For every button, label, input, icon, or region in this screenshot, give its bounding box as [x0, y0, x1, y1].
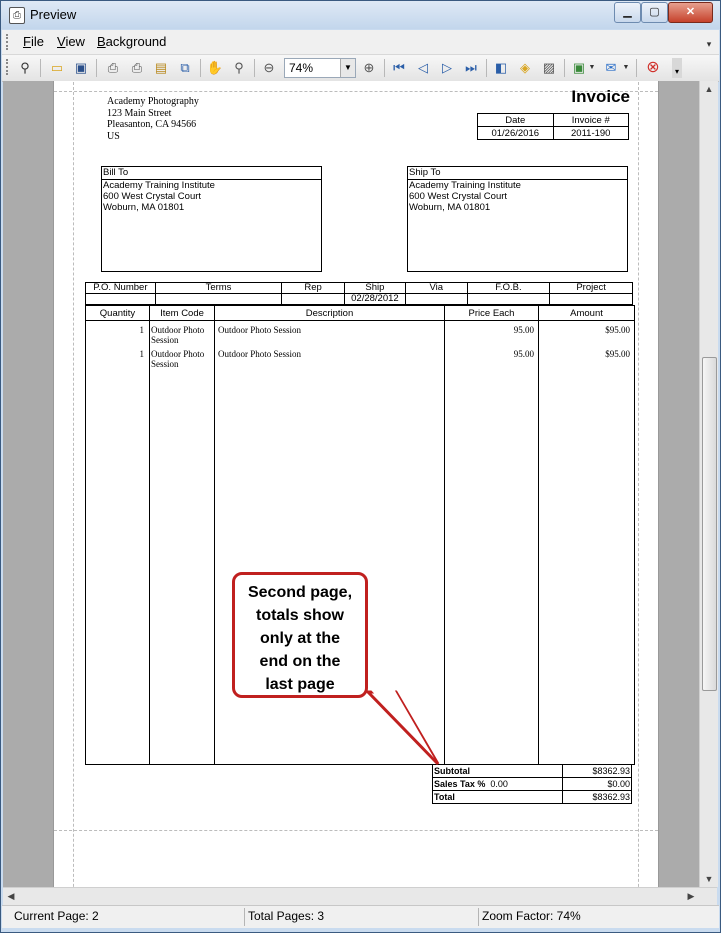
item-price: 95.00 — [513, 325, 534, 335]
print-setup-icon[interactable]: ⎙ — [107, 60, 119, 75]
callout-line: Second page, — [247, 584, 353, 601]
item-code: Outdoor Photo Session — [151, 349, 205, 369]
terms-header: Terms — [155, 283, 281, 294]
status-total-pages: Total Pages: 3 — [248, 909, 325, 923]
company-country: US — [107, 130, 120, 142]
ship-to-line: 600 West Crystal Court — [409, 191, 508, 202]
zoom-out-icon[interactable]: ⊖ — [263, 60, 275, 75]
background-color-icon[interactable]: ◈ — [520, 60, 530, 75]
find-icon[interactable]: ⚲ — [20, 60, 30, 75]
bill-to-box — [101, 166, 322, 272]
print-icon[interactable]: ⎙ — [131, 60, 143, 75]
terms-value — [467, 294, 550, 305]
terms-value: 02/28/2012 — [344, 294, 405, 305]
toolbar-separator — [40, 59, 41, 77]
toolbar-separator — [254, 59, 255, 77]
zoom-combobox[interactable] — [284, 58, 356, 78]
save-icon[interactable]: ▣ — [74, 60, 88, 75]
terms-value — [550, 294, 633, 305]
date-invoice-box — [477, 113, 629, 140]
status-current-page: Current Page: 2 — [14, 909, 99, 923]
column-divider — [149, 306, 150, 764]
toolbar-separator — [200, 59, 201, 77]
total-value: $8362.93 — [563, 791, 632, 804]
margin-guide — [54, 830, 658, 831]
vertical-scroll-thumb[interactable] — [702, 357, 717, 691]
toolbar-separator — [564, 59, 565, 77]
edit-page-icon[interactable]: ◧ — [494, 60, 508, 75]
terms-value — [405, 294, 467, 305]
page-setup-icon[interactable]: ▤ — [154, 60, 168, 75]
previous-page-icon[interactable]: ◁ — [418, 60, 428, 75]
scroll-down-icon[interactable]: ▼ — [704, 874, 714, 884]
bill-to-line: Woburn, MA 01801 — [103, 202, 185, 213]
column-header-price-each: Price Each — [468, 308, 515, 319]
column-header-amount: Amount — [570, 308, 603, 319]
item-amount: $95.00 — [605, 349, 630, 359]
toolbar-separator — [486, 59, 487, 77]
sales-tax-label: Sales Tax % — [434, 779, 486, 789]
horizontal-scrollbar[interactable] — [3, 887, 717, 905]
ship-to-box — [407, 166, 628, 272]
zoom-value: 74% — [289, 61, 314, 75]
status-divider — [478, 908, 479, 926]
terms-value — [155, 294, 281, 305]
invoice-title: Invoice — [571, 87, 630, 106]
callout-pointer-shape — [368, 692, 438, 764]
menu-background[interactable]: Background — [97, 34, 167, 49]
scroll-left-icon[interactable]: ◀ — [7, 891, 15, 901]
last-page-icon[interactable]: ⏭ — [465, 60, 477, 75]
terms-header: Ship — [344, 283, 405, 294]
terms-value — [86, 294, 156, 305]
scroll-up-icon[interactable]: ▲ — [704, 84, 714, 94]
company-city: Pleasanton, CA 94566 — [107, 119, 197, 130]
company-address — [107, 96, 199, 142]
status-bar — [2, 905, 719, 928]
toolbar-overflow-icon[interactable]: ▾ — [672, 58, 682, 78]
scroll-right-icon[interactable]: ▶ — [687, 891, 695, 901]
item-price: 95.00 — [513, 349, 534, 359]
item-quantity: 1 — [139, 325, 144, 335]
invoice-number-label: Invoice # — [553, 114, 629, 127]
status-zoom-factor: Zoom Factor: 74% — [482, 909, 581, 923]
callout-line: last page — [265, 676, 335, 693]
chevron-down-icon[interactable]: ▼ — [622, 64, 630, 71]
preview-app-icon: ⎙ — [9, 7, 25, 24]
title-bar — [1, 1, 720, 29]
annotation-callout — [232, 572, 368, 698]
minimize-button[interactable]: ▁ — [614, 2, 641, 23]
company-street: 123 Main Street — [107, 107, 172, 119]
menu-view[interactable]: View — [57, 34, 85, 49]
company-name: Academy Photography — [107, 96, 199, 107]
margin-guide — [54, 91, 658, 92]
invoice-page — [53, 81, 659, 887]
column-header-description: Description — [305, 308, 354, 319]
toolbar — [2, 55, 719, 82]
terms-value — [282, 294, 345, 305]
invoice-number: 2011-190 — [553, 127, 629, 140]
first-page-icon[interactable]: ⏮ — [393, 60, 405, 75]
hand-tool-icon[interactable]: ✋ — [206, 60, 224, 75]
close-preview-icon[interactable]: ⊗ — [646, 59, 660, 76]
sales-tax-rate: 0.00 — [490, 779, 508, 789]
terms-header: F.O.B. — [467, 283, 550, 294]
toolbar-separator — [384, 59, 385, 77]
totals-table — [432, 764, 632, 804]
watermark-icon[interactable]: ▨ — [542, 60, 556, 75]
subtotal-value: $8362.93 — [563, 765, 632, 778]
item-amount: $95.00 — [605, 325, 630, 335]
window-title: Preview — [30, 7, 77, 22]
column-header-quantity: Quantity — [99, 308, 136, 319]
sales-tax-cell — [433, 778, 563, 791]
terms-header: Via — [405, 283, 467, 294]
vertical-scrollbar[interactable] — [699, 81, 718, 887]
toolbar-separator — [96, 59, 97, 77]
terms-header: Project — [550, 283, 633, 294]
date-label: Date — [478, 114, 554, 127]
terms-header: P.O. Number — [86, 283, 156, 294]
subtotal-label: Subtotal — [433, 765, 563, 778]
toolbar-grip[interactable] — [6, 59, 11, 75]
toolbar-separator — [636, 59, 637, 77]
ship-to-line: Academy Training Institute — [409, 180, 521, 191]
open-icon[interactable]: ▭ — [50, 60, 64, 75]
save-dropdown-icon[interactable]: ▣ — [572, 60, 586, 75]
close-button[interactable]: ✕ — [668, 2, 713, 23]
chevron-down-icon[interactable]: ▼ — [588, 64, 596, 71]
export-icon[interactable]: ⧉ — [180, 60, 190, 75]
bill-to-line: 600 West Crystal Court — [103, 191, 202, 202]
callout-line: end on the — [259, 653, 341, 670]
bill-to-label: Bill To — [102, 167, 321, 180]
maximize-button[interactable]: ▢ — [641, 2, 668, 23]
magnifier-icon[interactable]: ⚲ — [234, 60, 244, 75]
chevron-down-icon[interactable]: ▼ — [340, 59, 355, 77]
item-quantity: 1 — [139, 349, 144, 359]
ship-to-label: Ship To — [408, 167, 627, 180]
column-header-item-code: Item Code — [160, 308, 204, 319]
next-page-icon[interactable]: ▷ — [442, 60, 452, 75]
terms-header: Rep — [282, 283, 345, 294]
total-label: Total — [433, 791, 563, 804]
sales-tax-value: $0.00 — [563, 778, 632, 791]
menu-grip[interactable] — [6, 34, 11, 50]
item-description: Outdoor Photo Session — [218, 349, 302, 359]
email-icon[interactable]: ✉ — [605, 60, 617, 75]
margin-guide — [638, 81, 639, 887]
bill-to-line: Academy Training Institute — [103, 180, 215, 191]
margin-guide — [73, 81, 74, 887]
callout-pointer — [354, 672, 454, 772]
menu-file[interactable]: File — [23, 34, 44, 49]
item-description: Outdoor Photo Session — [218, 325, 302, 335]
zoom-in-icon[interactable]: ⊕ — [363, 60, 375, 75]
menu-overflow-icon[interactable]: ▾ — [706, 39, 712, 49]
status-divider — [244, 908, 245, 926]
callout-line: totals show — [255, 607, 344, 624]
preview-viewport[interactable] — [3, 81, 699, 887]
invoice-date: 01/26/2016 — [478, 127, 554, 140]
menu-bar — [2, 30, 719, 55]
column-divider — [538, 306, 539, 764]
callout-line: only at the — [259, 630, 340, 647]
item-code: Outdoor Photo Session — [151, 325, 205, 345]
ship-to-line: Woburn, MA 01801 — [409, 202, 491, 213]
column-divider — [214, 306, 215, 764]
terms-table — [85, 282, 633, 305]
